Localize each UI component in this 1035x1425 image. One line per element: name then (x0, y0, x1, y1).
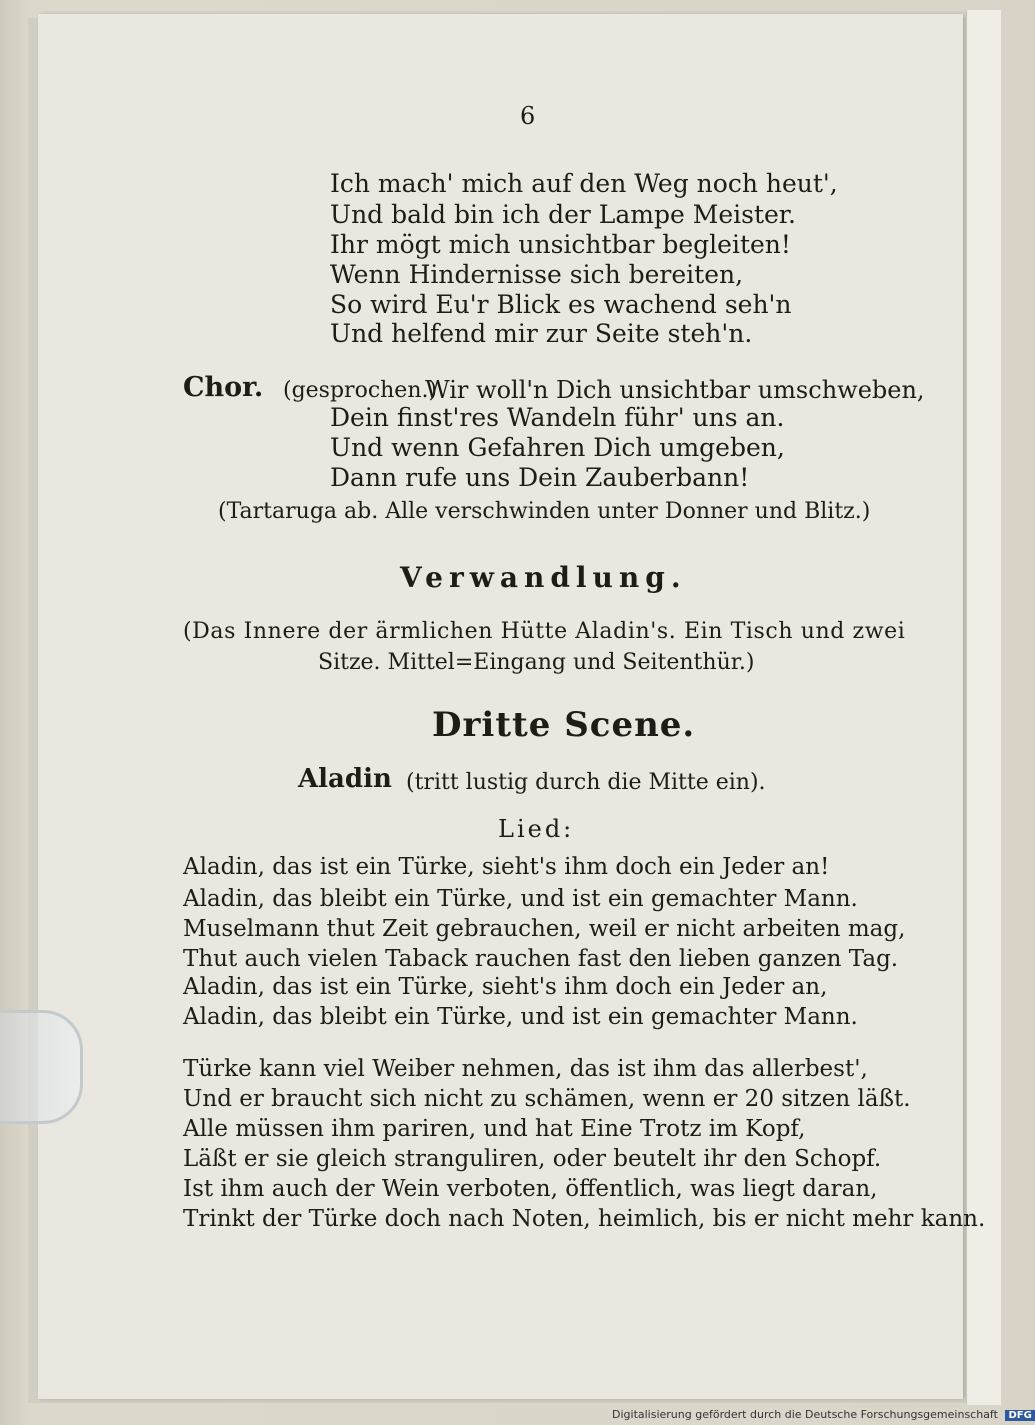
page-clip (0, 1010, 83, 1124)
song-line: Trinkt der Türke doch nach Noten, heimlich, bis er nicht mehr kann. (183, 1206, 986, 1232)
verwandlung-heading: Verwandlung. (400, 561, 687, 594)
chor-line: Dann rufe uns Dein Zauberbann! (330, 463, 750, 492)
stage-direction: Sitze. Mittel=Eingang und Seitenthür.) (318, 650, 755, 675)
song-line: Läßt er sie gleich stranguliren, oder beutelt ihr den Schopf. (183, 1146, 882, 1172)
song-line: Ist ihm auch der Wein verboten, öffentlich, was liegt daran, (183, 1176, 878, 1202)
song-line: Aladin, das bleibt ein Türke, und ist ein gemachter Mann. (183, 1004, 858, 1030)
song-line: Aladin, das ist ein Türke, sieht's ihm doch ein Jeder an! (183, 854, 830, 880)
chor-direction: (gesprochen.) (283, 378, 438, 403)
verse-line: Und helfend mir zur Seite steh'n. (330, 319, 753, 348)
dfg-logo: DFG (1005, 1410, 1034, 1421)
verse-line: Ich mach' mich auf den Weg noch heut', (330, 169, 838, 198)
song-line: Thut auch vielen Taback rauchen fast den lieben ganzen Tag. (183, 946, 899, 972)
verse-line: Ihr mögt mich unsichtbar begleiten! (330, 230, 791, 259)
chor-speaker: Chor. (183, 372, 264, 403)
scene-title: Dritte Scene. (432, 705, 696, 745)
song-line: Aladin, das bleibt ein Türke, und ist ein gemachter Mann. (183, 886, 858, 912)
song-line: Aladin, das ist ein Türke, sieht's ihm doch ein Jeder an, (183, 974, 828, 1000)
chor-line: Dein finst'res Wandeln führ' uns an. (330, 403, 785, 432)
lied-label: Lied: (498, 815, 575, 843)
character-name: Aladin (298, 764, 392, 794)
page-number: 6 (520, 102, 536, 130)
stage-direction: (Tartaruga ab. Alle verschwinden unter Donner und Blitz.) (218, 499, 871, 524)
verse-line: So wird Eu'r Blick es wachend seh'n (330, 290, 792, 319)
verse-line: Wenn Hindernisse sich bereiten, (330, 260, 744, 289)
song-line: Muselmann thut Zeit gebrauchen, weil er nicht arbeiten mag, (183, 916, 906, 942)
entry-direction: (tritt lustig durch die Mitte ein). (406, 770, 766, 795)
song-line: Türke kann viel Weiber nehmen, das ist ihm das allerbest', (183, 1056, 868, 1082)
adjacent-page-edge (966, 10, 1001, 1405)
verse-line: Und bald bin ich der Lampe Meister. (330, 200, 796, 229)
song-line: Alle müssen ihm pariren, und hat Eine Trotz im Kopf, (183, 1116, 806, 1142)
digitization-credit (612, 1408, 1035, 1421)
song-line: Und er braucht sich nicht zu schämen, wenn er 20 sitzen läßt. (183, 1086, 911, 1112)
chor-line: Wir woll'n Dich unsichtbar umschweben, (425, 376, 925, 404)
chor-line: Und wenn Gefahren Dich umgeben, (330, 433, 785, 462)
stage-direction: (Das Innere der ärmlichen Hütte Aladin's. Ein Tisch und zwei (183, 619, 906, 644)
credit-text: Digitalisierung gefördert durch die Deutsche Forschungsgemeinschaft (612, 1408, 998, 1421)
